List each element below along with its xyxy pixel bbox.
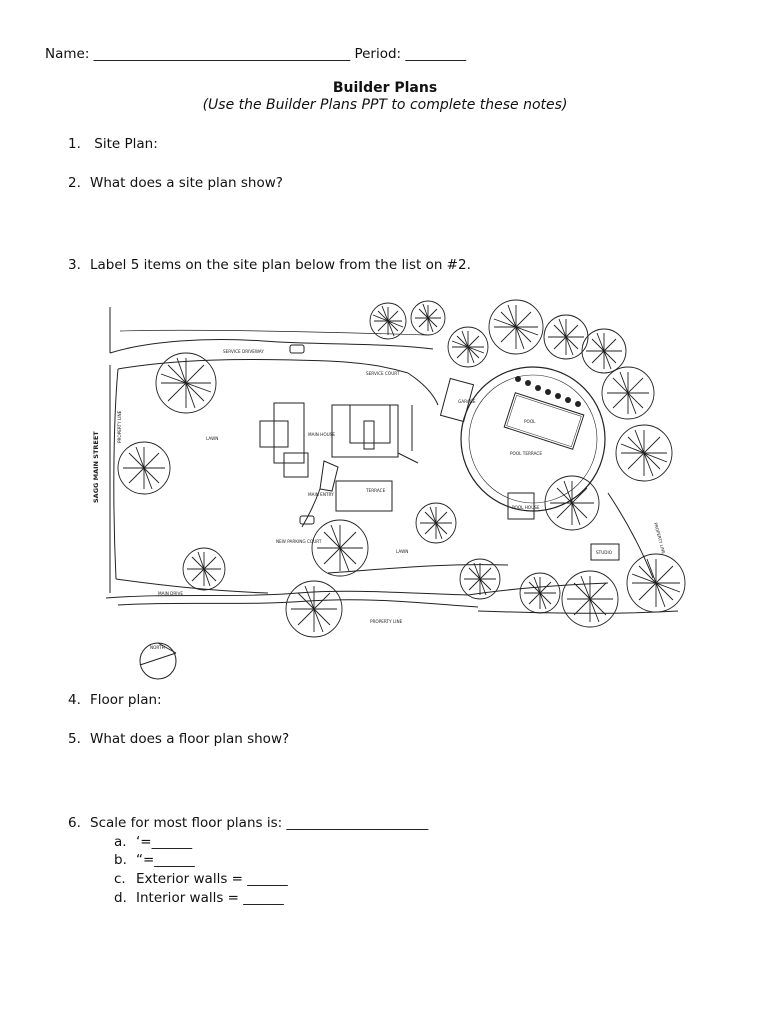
page-title: Builder Plans	[332, 80, 438, 96]
question-4	[68, 692, 162, 708]
service-driveway-label: SERVICE DRIVEWAY	[223, 349, 264, 354]
new-parking-court-label: NEW PARKING COURT	[276, 539, 322, 544]
question-6	[68, 815, 428, 831]
sub-item-letter: c.	[114, 871, 126, 887]
question-text: Site Plan:	[90, 136, 158, 152]
question-number: 1.	[68, 136, 81, 152]
lawn-south-label: LAWN	[396, 549, 409, 554]
lawn-west-label: LAWN	[206, 436, 219, 441]
street-label: SAGG MAIN STREET	[92, 431, 100, 503]
question-number: 2.	[68, 175, 81, 191]
studio-label: STUDIO	[596, 550, 613, 555]
main-entry-label: MAIN ENTRY	[308, 492, 334, 497]
main-drive-label: MAIN DRIVE	[158, 591, 184, 596]
question-number: 3.	[68, 257, 81, 273]
north-label: NORTH	[150, 645, 165, 650]
question-text: What does a floor plan show?	[90, 731, 290, 747]
sub-item-letter: a.	[114, 834, 127, 850]
hedge-dots	[515, 376, 581, 407]
question-number: 5.	[68, 731, 81, 747]
pool-label: POOL	[524, 419, 536, 424]
sub-item-text: Exterior walls = ______	[136, 871, 288, 887]
name-period-line: Name: ______________________________________ Period: _________	[45, 46, 467, 62]
sub-item-text: ‘=______	[136, 834, 193, 850]
property-line-east-label: PROPERTY LINE	[653, 521, 667, 555]
sub-item-text: “=______	[136, 852, 195, 868]
service-court-label: SERVICE COURT	[366, 371, 400, 376]
sub-item-text: Interior walls = ______	[136, 890, 284, 906]
question-2	[68, 175, 283, 191]
question-text: Scale for most floor plans is: _____________________	[90, 815, 429, 831]
question-1	[68, 136, 158, 152]
sub-item-d	[114, 890, 284, 906]
question-text: Label 5 items on the site plan below from the list on #2.	[90, 257, 471, 273]
question-number: 6.	[68, 815, 81, 831]
site-plan-drawing	[88, 293, 690, 685]
pool-house-label: POOL HOUSE	[512, 505, 540, 510]
property-line-south-label: PROPERTY LINE	[370, 619, 403, 624]
garage-label: GARAGE	[458, 399, 476, 404]
sub-item-b	[114, 852, 195, 868]
page-subtitle: (Use the Builder Plans PPT to complete these notes)	[202, 97, 568, 113]
terrace-label: TERRACE	[366, 488, 386, 493]
sub-item-letter: d.	[114, 890, 127, 906]
sub-item-a	[114, 834, 192, 850]
tree-top-1	[370, 303, 406, 339]
question-text: Floor plan:	[90, 692, 162, 708]
question-number: 4.	[68, 692, 81, 708]
question-5	[68, 731, 289, 747]
pool-terrace-label: POOL TERRACE	[510, 451, 542, 456]
question-3	[68, 257, 471, 273]
main-house-label: MAIN HOUSE	[308, 432, 335, 437]
question-text: What does a site plan show?	[90, 175, 283, 191]
property-line-west-label: PROPERTY LINE	[117, 410, 122, 443]
sub-item-c	[114, 871, 288, 887]
sub-item-letter: b.	[114, 852, 127, 868]
